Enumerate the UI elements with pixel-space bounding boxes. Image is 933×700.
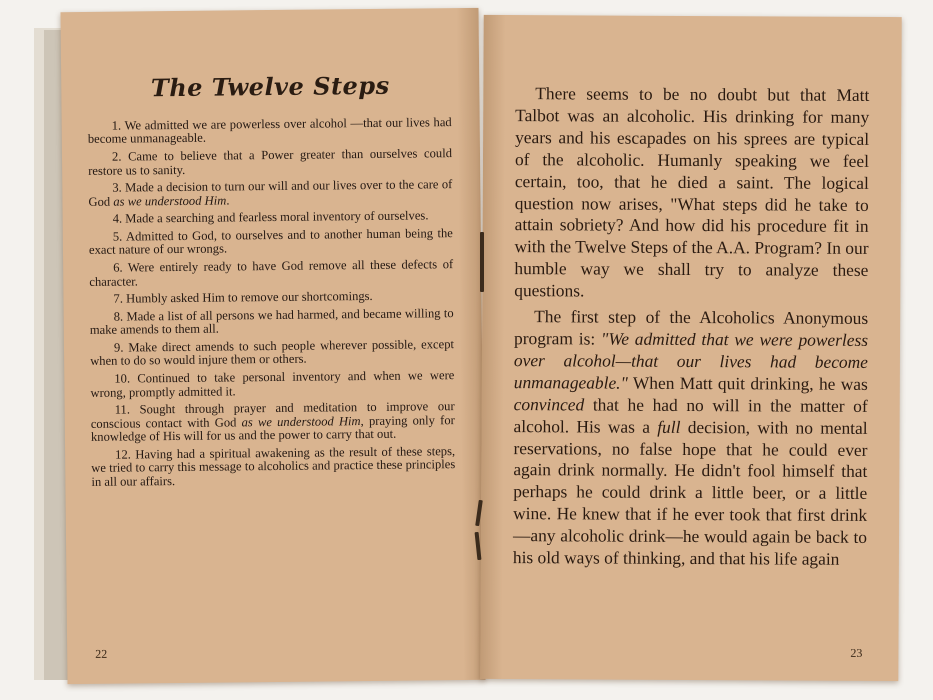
step-4: 4. Made a searching and fearless moral inventory of ourselves. (112, 208, 429, 226)
step-6: 6. Were entirely ready to have God remove all these defects of character. (89, 257, 454, 289)
step-1: 1. We admitted we are powerless over alcohol —that our lives had become unmanageable. (87, 115, 452, 147)
right-page (480, 15, 901, 681)
gutter-shadow (480, 15, 505, 679)
left-page (60, 8, 485, 684)
step-9: 9. Make direct amends to such people wherever possible, except when to do so would injure them or others. (90, 337, 455, 369)
step-7: 7. Humbly asked Him to remove our shortcomings. (113, 289, 373, 306)
step-2: 2. Came to believe that a Power greater than ourselves could restore us to sanity. (88, 146, 453, 178)
step-11: 11. Sought through prayer and meditation to improve our conscious contact with God as we understood Him, praying only for knowledge of His will for us and the power to carry that out. (90, 399, 455, 445)
binding-staple-top (480, 232, 484, 292)
body-text (513, 83, 870, 571)
step-10: 10. Continued to take personal inventory and when we were wrong, promptly admitted it. (90, 368, 455, 400)
step-3: 3. Made a decision to turn our will and our lives over to the care of God as we understood Him. (88, 177, 453, 209)
twelve-steps-list (88, 116, 456, 493)
step-5: 5. Admitted to God, to ourselves and to another human being the exact nature of our wrongs. (88, 226, 453, 258)
step-12: 12. Having had a spiritual awakening as the result of these steps, we tried to carry this message to alcoholics and practice these principles in all our affairs. (91, 443, 456, 489)
page-title: The Twelve Steps (150, 70, 390, 103)
step-8: 8. Made a list of all persons we had harmed, and became willing to make amends to them all. (89, 306, 454, 338)
page-number-left: 22 (95, 646, 108, 661)
page-number-right: 23 (850, 645, 863, 660)
paragraph-2: The first step of the Alcoholics Anonymous program is: "We admitted that we were powerless over alcohol—that our lives had become unmanageable." When Matt quit drinking, he was convinced that he had no will in the matter of alcohol. His was a full decision, with no mental reservations, no false hope that he could ever again drink normally. He didn't fool himself that perhaps he could drink a little beer, or a little wine. He knew that if he ever took that first drink—any alcoholic drink—he would again be back to his old ways of thinking, and that his life again (512, 306, 869, 569)
paragraph-1: There seems to be no doubt but that Matt Talbot was an alcoholic. His drinking for many years and his escapades on his sprees are typical of the alcoholic. Humanly speaking we feel certain, too, that he died a saint. The logical question now arises, "What steps did he take to attain sobriety? And how did his procedure fit in with the Twelve Steps of the A.A. Program? In our humble way we shall try to analyze these questions. (514, 83, 870, 301)
